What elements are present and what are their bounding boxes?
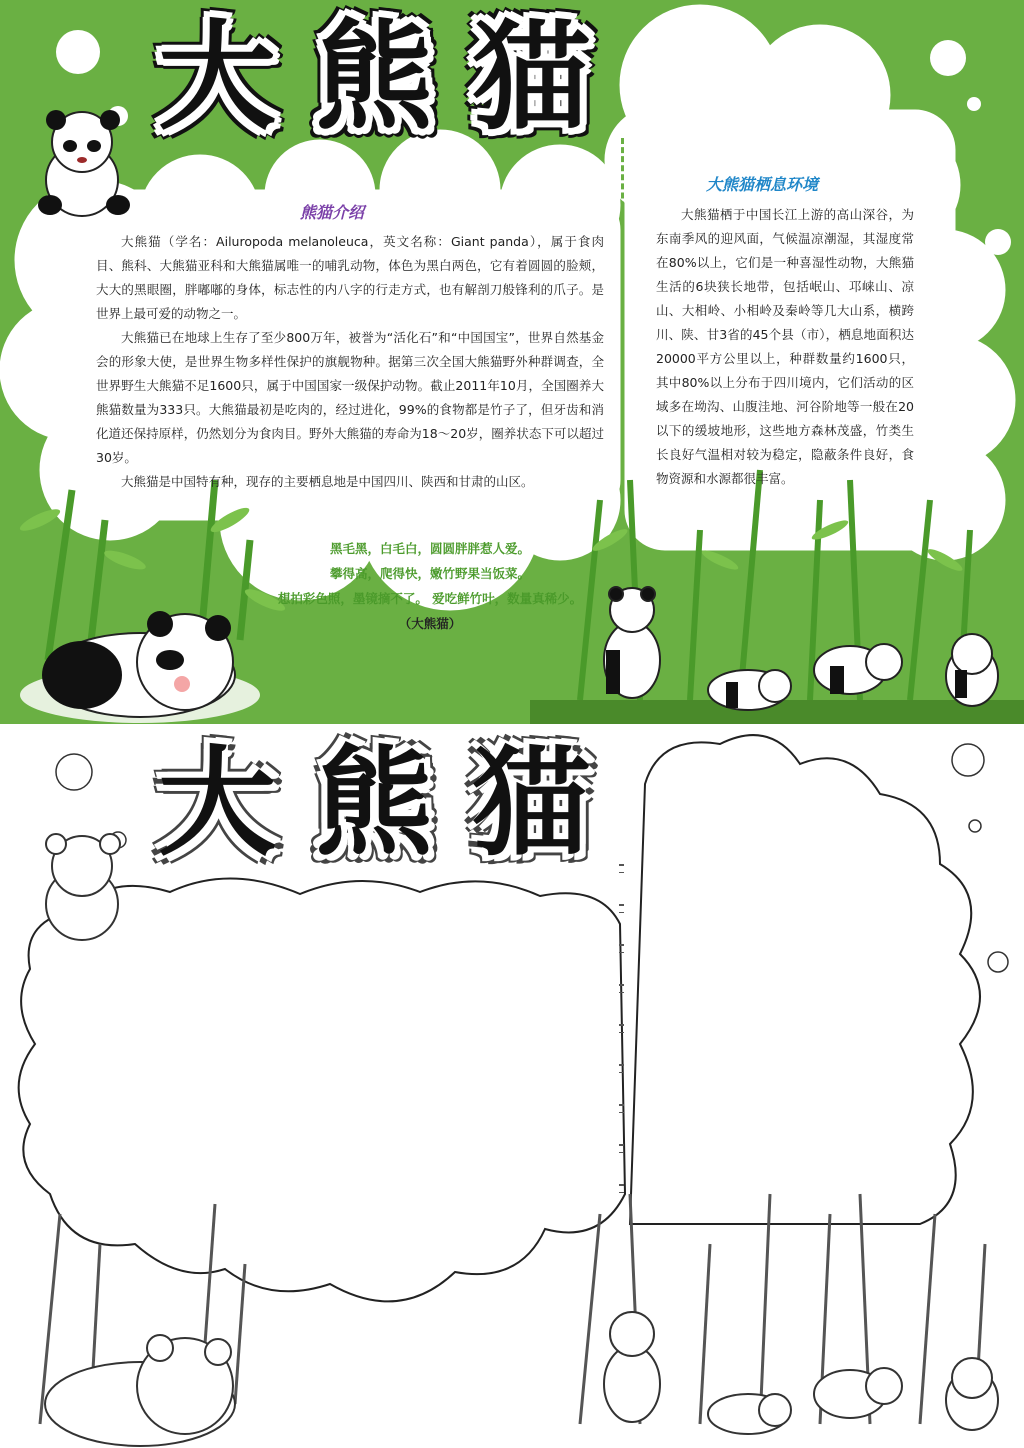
poem-line: 黑毛黑，白毛白，圆圆胖胖惹人爱。 [329, 541, 530, 556]
poem [250, 536, 610, 636]
poster-title-char: 猫 [472, 8, 591, 146]
poem-source: （大熊猫） [398, 616, 462, 631]
column-divider [621, 138, 624, 498]
intro-heading: 熊猫介绍 [300, 203, 365, 222]
outline-poster [0, 724, 1024, 1448]
outline-title-char: 猫 [472, 734, 591, 872]
intro-text [96, 230, 604, 494]
outline-title-char: 大 [158, 734, 277, 872]
poster-title-char: 大 [158, 8, 277, 146]
column-divider [619, 864, 624, 1224]
intro-paragraph: 大熊猫（学名：Ailuropoda melanoleuca，英文名称：Giant panda），属于食肉目、熊科、大熊猫亚科和大熊猫属唯一的哺乳动物，体色为黑白两色，它有着圆圆的脸颊，大大的黑眼圈，胖嘟嘟的身体，标志性的内八字的行走方式，也有解剖刀般锋利的爪子。是世界上最可爱的动物之一。 [96, 234, 604, 321]
habitat-paragraph: 大熊猫栖于中国长江上游的高山深谷，为东南季风的迎风面，气候温凉潮湿，其湿度常在80%以上，它们是一种喜湿性动物，大熊猫生活的6块狭长地带，包括岷山、邛崃山、凉山、大相岭、小相岭及秦岭等几大山系，横跨川、陕、甘3省的45个县（市），栖息地面积达20000平方公里以上，种群数量约1600只，其中80%以上分布于四川境内，它们活动的区域多在坳沟、山腹洼地、河谷阶地等一般在20以下的缓坡地形，这些地方森林茂盛，竹类生长良好气温相对较为稳定，隐蔽条件良好，食物资源和水源都很丰富。 [656, 207, 914, 486]
intro-paragraph: 大熊猫已在地球上生存了至少800万年，被誉为“活化石”和“中国国宝”，世界自然基金会的形象大使，是世界生物多样性保护的旗舰物种。据第三次全国大熊猫野外种群调查，全世界野生大熊猫不足1600只，属于中国国家一级保护动物。截止2011年10月，全国圈养大熊猫数量为333只。大熊猫最初是吃肉的，经过进化，99%的食物都是竹子了，但牙齿和消化道还保持原样，仍然划分为食肉目。野外大熊猫的寿命为18～20岁，圈养状态下可以超过30岁。 [96, 330, 604, 465]
intro-paragraph: 大熊猫是中国特有种，现存的主要栖息地是中国四川、陕西和甘肃的山区。 [121, 474, 534, 489]
poster-title-char: 熊 [315, 8, 434, 146]
outline-title-char: 熊 [315, 734, 434, 872]
poem-line: 攀得高，爬得快，嫩竹野果当饭菜。 [329, 566, 530, 581]
habitat-text [656, 203, 914, 491]
poem-line: 想拍彩色照，墨镜摘不了。 爱吃鲜竹叶，数量真稀少。 [277, 591, 583, 606]
habitat-heading: 大熊猫栖息环境 [706, 175, 819, 194]
